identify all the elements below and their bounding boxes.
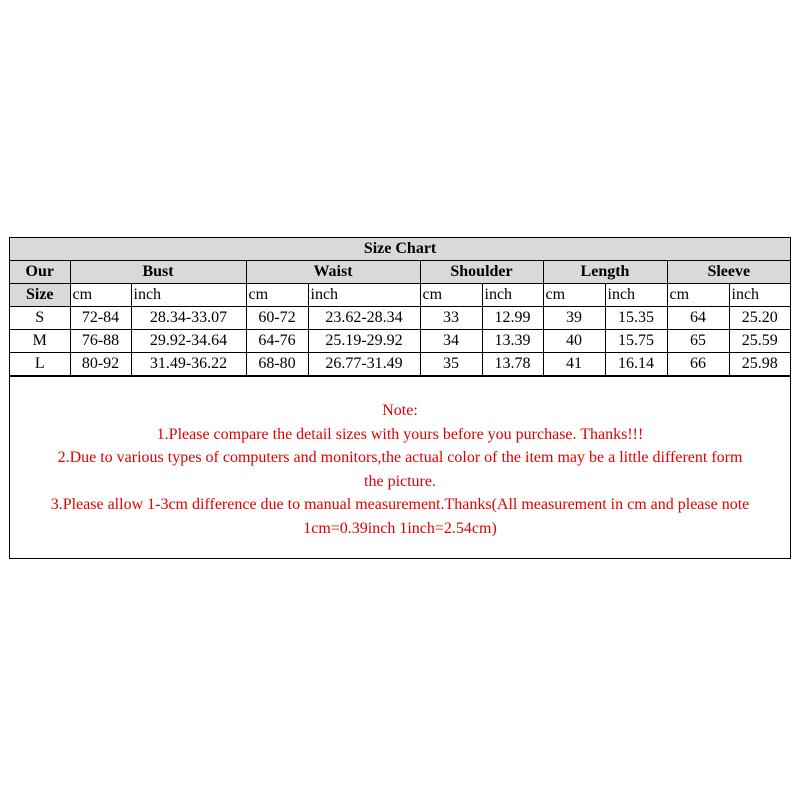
unit-inch: inch [729, 284, 790, 307]
unit-inch: inch [482, 284, 543, 307]
unit-cm: cm [246, 284, 308, 307]
waist-cm: 60-72 [246, 307, 308, 330]
shoulder-inch: 12.99 [482, 307, 543, 330]
bust-cm: 80-92 [70, 353, 131, 376]
group-header-waist: Waist [246, 261, 420, 284]
bust-inch: 29.92-34.64 [131, 330, 246, 353]
group-header-shoulder: Shoulder [420, 261, 543, 284]
shoulder-cm: 34 [420, 330, 482, 353]
notes-heading: Note: [382, 402, 418, 419]
note-line: 1cm=0.39inch 1inch=2.54cm) [303, 519, 497, 537]
size-chart [9, 237, 791, 559]
unit-cm: cm [543, 284, 605, 307]
sleeve-cm: 64 [667, 307, 729, 330]
shoulder-cm: 35 [420, 353, 482, 376]
length-inch: 15.35 [605, 307, 667, 330]
sleeve-inch: 25.20 [729, 307, 790, 330]
waist-inch: 26.77-31.49 [308, 353, 420, 376]
sleeve-cm: 66 [667, 353, 729, 376]
size-label: S [10, 307, 70, 330]
unit-inch: inch [308, 284, 420, 307]
shoulder-inch: 13.78 [482, 353, 543, 376]
waist-cm: 64-76 [246, 330, 308, 353]
waist-inch: 25.19-29.92 [308, 330, 420, 353]
length-cm: 40 [543, 330, 605, 353]
unit-cm: cm [667, 284, 729, 307]
note-line: the picture. [364, 472, 436, 490]
shoulder-inch: 13.39 [482, 330, 543, 353]
unit-header-row [10, 284, 790, 307]
group-header-row [10, 261, 790, 284]
waist-cm: 68-80 [246, 353, 308, 376]
size-header-size: Size [10, 284, 70, 307]
sleeve-cm: 65 [667, 330, 729, 353]
group-header-bust: Bust [70, 261, 246, 284]
note-line: 1.Please compare the detail sizes with yours before you purchase. Thanks!!! [156, 425, 644, 443]
note-line: 3.Please allow 1-3cm difference due to manual measurement.Thanks(All measurement in cm and please note [50, 496, 750, 513]
unit-inch: inch [131, 284, 246, 307]
shoulder-cm: 33 [420, 307, 482, 330]
size-label: L [10, 353, 70, 376]
table-row [10, 353, 790, 376]
size-table [10, 238, 790, 376]
size-label: M [10, 330, 70, 353]
unit-cm: cm [420, 284, 482, 307]
bust-inch: 28.34-33.07 [131, 307, 246, 330]
unit-inch: inch [605, 284, 667, 307]
length-cm: 39 [543, 307, 605, 330]
bust-inch: 31.49-36.22 [131, 353, 246, 376]
group-header-length: Length [543, 261, 667, 284]
group-header-sleeve: Sleeve [667, 261, 790, 284]
length-inch: 16.14 [605, 353, 667, 376]
notes-section [10, 376, 790, 559]
length-cm: 41 [543, 353, 605, 376]
title-row [10, 238, 790, 261]
unit-cm: cm [70, 284, 131, 307]
note-line: 2.Due to various types of computers and monitors,the actual color of the item may be a little different form [57, 449, 743, 466]
bust-cm: 76-88 [70, 330, 131, 353]
table-row [10, 307, 790, 330]
sleeve-inch: 25.59 [729, 330, 790, 353]
waist-inch: 23.62-28.34 [308, 307, 420, 330]
sleeve-inch: 25.98 [729, 353, 790, 376]
table-row [10, 330, 790, 353]
length-inch: 15.75 [605, 330, 667, 353]
bust-cm: 72-84 [70, 307, 131, 330]
chart-title: Size Chart [10, 238, 790, 261]
size-header-our: Our [10, 261, 70, 284]
